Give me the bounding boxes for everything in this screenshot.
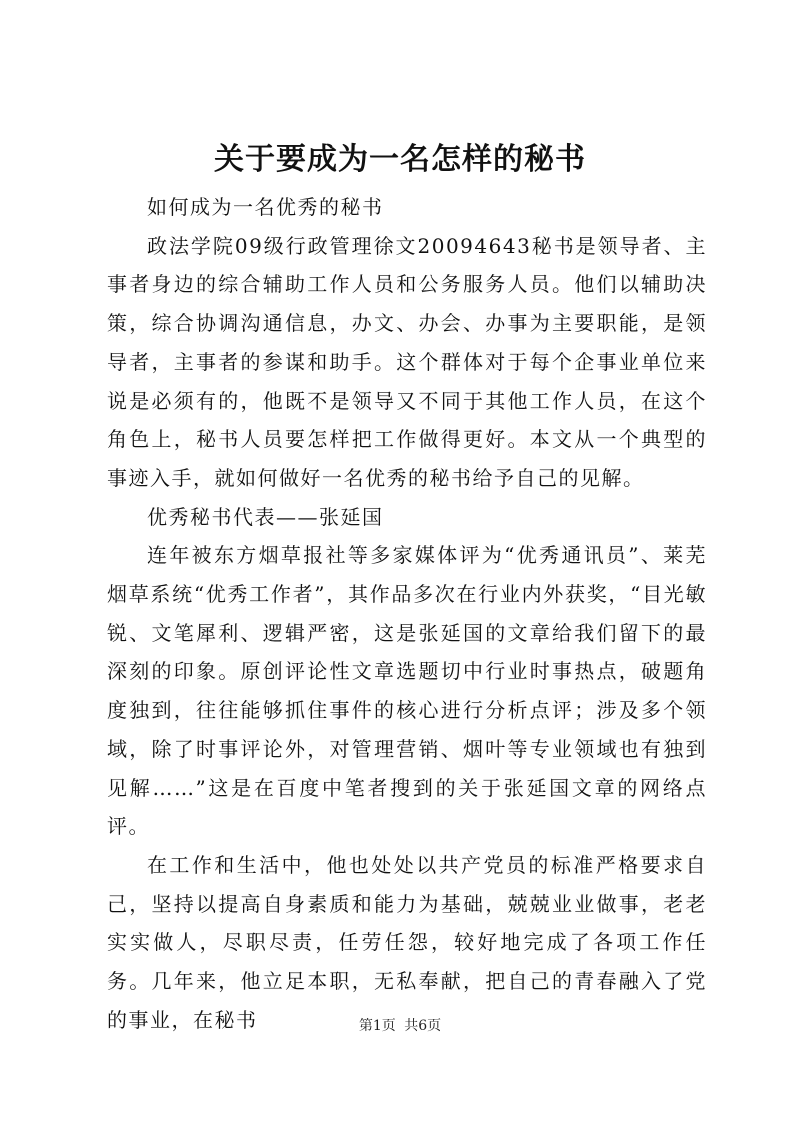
paragraph-achievements: 连年被东方烟草报社等多家媒体评为“优秀通讯员”、莱芜烟草系统“优秀工作者”，其作品多次在行业内外获奖，“目光敏锐、文笔犀利、逻辑严密，这是张延国的文章给我们留下的最深刻的印象。原创评论性文章选题切中行业时事热点，破题角度独到，往往能够抓住事件的核心进行分析点评；涉及多个领域，除了时事评论外，对管理营销、烟叶等专业领域也有独到见解……”这是在百度中笔者搜到的关于张延国文章的网络点评。 xyxy=(107,543,707,839)
section-heading-intro: 如何成为一名优秀的秘书 xyxy=(147,195,384,219)
page-number: 第1页 xyxy=(358,1018,396,1034)
paragraph-introduction: 政法学院09级行政管理徐文20094643秘书是领导者、主事者身边的综合辅助工作人员和公务服务人员。他们以辅助决策，综合协调沟通信息，办文、办会、办事为主要职能，是领导者，主事者的参谋和助手。这个群体对于每个企事业单位来说是必须有的，他既不是领导又不同于其他工作人员，在这个角色上，秘书人员要怎样把工作做得更好。本文从一个典型的事迹入手，就如何做好一名优秀的秘书给予自己的见解。 xyxy=(107,233,707,490)
page-footer xyxy=(0,1016,800,1036)
document-title: 关于要成为一名怎样的秘书 xyxy=(214,142,586,177)
page-total: 共6页 xyxy=(404,1018,442,1034)
document-body xyxy=(107,188,707,1039)
paragraph-work-and-life: 在工作和生活中，他也处处以共产党员的标准严格要求自己，坚持以提高自身素质和能力为基础，兢兢业业做事，老老实实做人，尽职尽责，任劳任怨，较好地完成了各项工作任务。几年来，他立足本职，无私奉献，把自己的青春融入了党的事业，在秘书 xyxy=(107,852,707,1032)
section-heading-representative: 优秀秘书代表——张延国 xyxy=(147,504,384,529)
